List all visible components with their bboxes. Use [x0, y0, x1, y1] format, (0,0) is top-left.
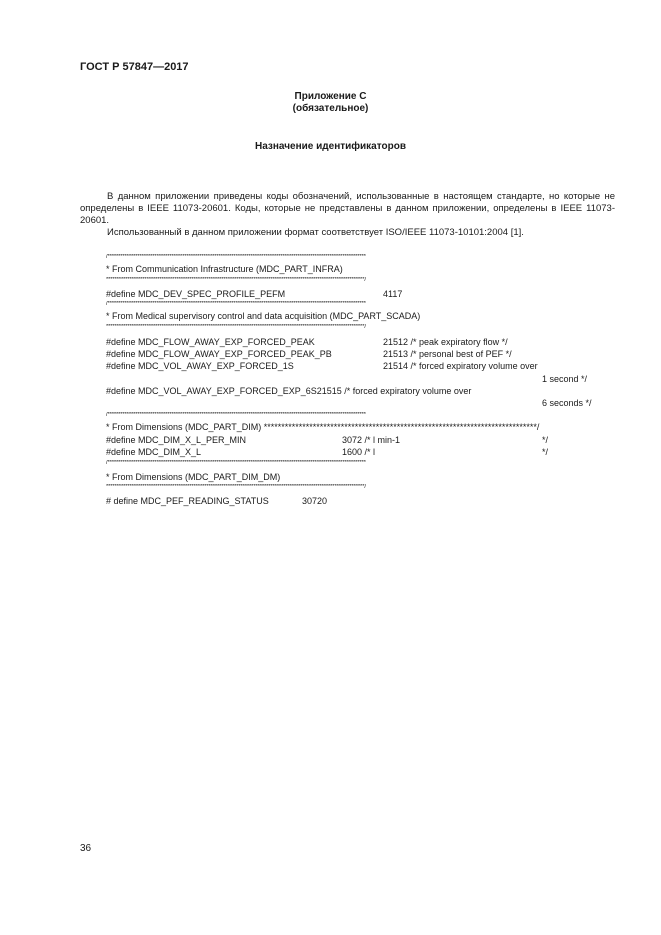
code-comment: * From Dimensions (MDC_PART_DIM) ******************************************************************************/: [106, 422, 540, 432]
comment-border: /*************************************************************************************************************************: [106, 460, 366, 466]
appendix-status: (обязательное): [292, 103, 369, 114]
paragraph-intro: В данном приложении приведены коды обозначений, использованные в настоящем стандарте, но которые не определены в IEEE 11073-20601. Коды, которые не представлены в данном приложении, определены в IEEE 11073-20601.: [80, 191, 615, 226]
define-value: 30720: [302, 496, 328, 506]
comment-border: *************************************************************************************************************************/: [106, 324, 366, 330]
define-value: 21512 /* peak expiratory flow */: [383, 337, 508, 347]
define-value: 21513 /* personal best of PEF */: [383, 349, 512, 359]
comment-border: *************************************************************************************************************************/: [106, 484, 366, 490]
define-continuation: 6 seconds */: [542, 398, 592, 408]
define-name: #define MDC_FLOW_AWAY_EXP_FORCED_PEAK_PB: [106, 349, 332, 359]
define-continuation: 1 second */: [542, 374, 588, 384]
define-name: #define MDC_FLOW_AWAY_EXP_FORCED_PEAK: [106, 337, 315, 347]
comment-border: /*************************************************************************************************************************: [106, 301, 366, 307]
define-name: #define MDC_DIM_X_L_PER_MIN: [106, 435, 247, 445]
define-name: # define MDC_PEF_READING_STATUS: [106, 496, 269, 506]
code-comment: * From Dimensions (MDC_PART_DIM_DM): [106, 472, 281, 482]
define-value: 1600 /* l: [342, 447, 376, 457]
code-comment: * From Communication Infrastructure (MDC_PART_INFRA): [106, 264, 343, 274]
define-comment-end: */: [542, 435, 549, 445]
code-comment: * From Medical supervisory control and data acquisition (MDC_PART_SCADA): [106, 311, 421, 321]
define-name: #define MDC_DIM_X_L: [106, 447, 202, 457]
define-value: 4117: [383, 289, 403, 299]
paragraph-format: Использованный в данном приложении формат соответствует ISO/IEEE 11073-10101:2004 [1].: [107, 227, 524, 238]
define-value: 3072 /* l min-1: [342, 435, 401, 445]
comment-border: *************************************************************************************************************************/: [106, 277, 366, 283]
define-name: #define MDC_VOL_AWAY_EXP_FORCED_1S: [106, 361, 294, 371]
define-value: 21514 /* forced expiratory volume over: [383, 361, 538, 371]
define-comment-end: */: [542, 447, 549, 457]
comment-border: /*************************************************************************************************************************: [106, 254, 366, 260]
define-name: #define MDC_DEV_SPEC_PROFILE_PEFM: [106, 289, 286, 299]
define-line: #define MDC_VOL_AWAY_EXP_FORCED_EXP_6S21515 /* forced expiratory volume over: [106, 386, 472, 396]
comment-border: /*************************************************************************************************************************: [106, 412, 366, 418]
appendix-heading: Назначение идентификаторов: [255, 141, 406, 152]
page-number: 36: [80, 843, 92, 854]
appendix-title: Приложение С: [294, 91, 367, 102]
document-id: ГОСТ Р 57847—2017: [80, 61, 189, 73]
